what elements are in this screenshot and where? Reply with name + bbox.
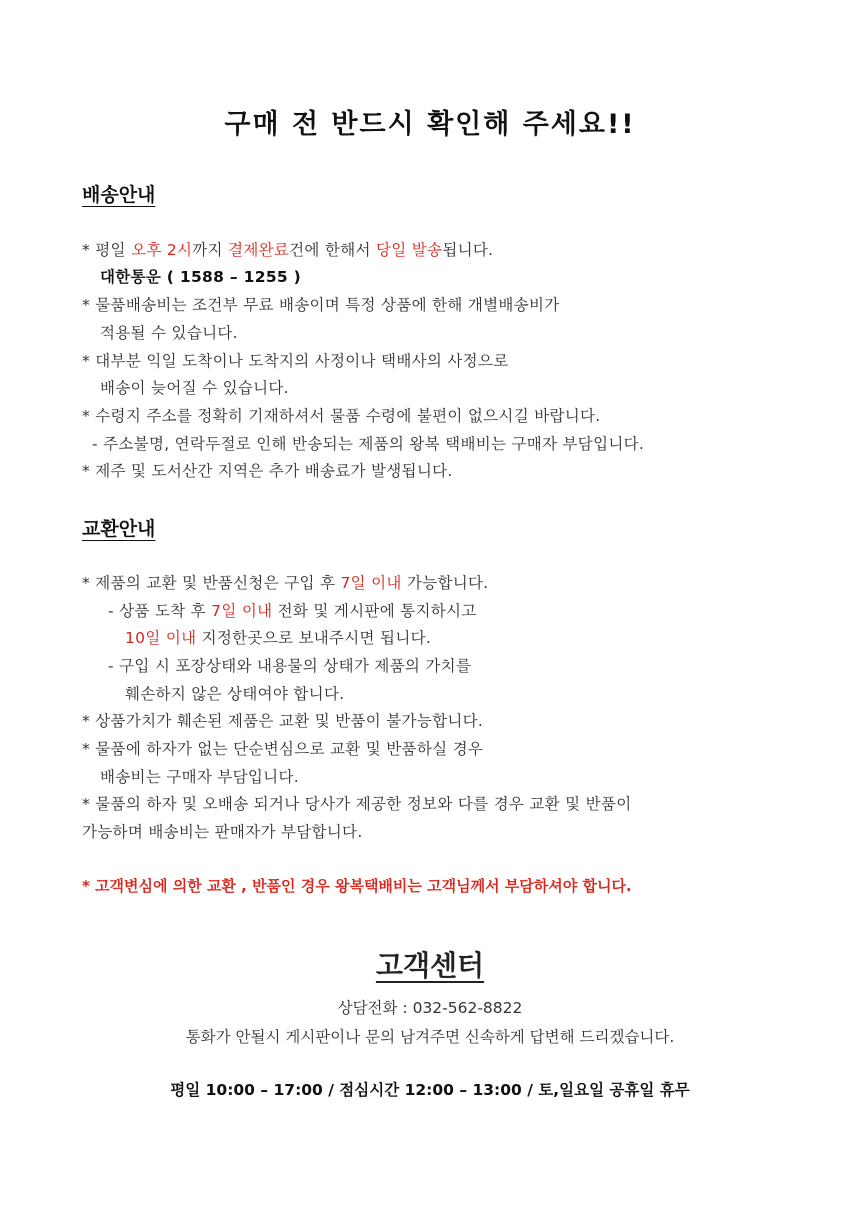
exchange-line-3: [125, 626, 431, 648]
exchange-line-1: [82, 571, 489, 593]
business-hours: 평일 10:00 – 17:00 / 점심시간 12:00 – 13:00 / 토,일요일 공휴일 휴무: [170, 1081, 690, 1099]
text-segment: 까지: [192, 241, 229, 259]
highlight-payment: 결제완료: [228, 241, 290, 259]
shipping-line-1: [82, 238, 493, 260]
highlight-days: 7일 이내: [211, 602, 273, 620]
customer-center-heading: [0, 944, 860, 984]
shipping-line-4: 적용될 수 있습니다.: [100, 324, 238, 342]
exchange-line-7: * 물품에 하자가 없는 단순변심으로 교환 및 반품하실 경우: [82, 740, 484, 758]
shipping-line-5: * 대부분 익일 도착이나 도착지의 사정이나 택배사의 사정으로: [82, 352, 509, 370]
text-segment: 됩니다.: [442, 241, 494, 259]
exchange-line-10: 가능하며 배송비는 판매자가 부담합니다.: [82, 823, 363, 841]
shipping-line-3: * 물품배송비는 조건부 무료 배송이며 특정 상품에 한해 개별배송비가: [82, 296, 560, 314]
customer-center-note: 통화가 안될시 게시판이나 문의 남겨주면 신속하게 답변해 드리겠습니다.: [185, 1028, 675, 1046]
shipping-line-6: 배송이 늦어질 수 있습니다.: [100, 379, 289, 397]
exchange-heading: 교환안내: [82, 518, 156, 540]
shipping-line-8: - 주소불명, 연락두절로 인해 반송되는 제품의 왕복 택배비는 구매자 부담입니다.: [92, 435, 645, 453]
exchange-warning: * 고객변심에 의한 교환 , 반품인 경우 왕복택배비는 고객님께서 부담하셔야 합니다.: [82, 877, 632, 895]
exchange-line-4: - 구입 시 포장상태와 내용물의 상태가 제품의 가치를: [108, 657, 472, 675]
exchange-line-9: * 물품의 하자 및 오배송 되거나 당사가 제공한 정보와 다를 경우 교환 및 반품이: [82, 795, 632, 813]
courier-info: 대한통운 ( 1588 – 1255 ): [100, 268, 302, 286]
text-segment: * 제품의 교환 및 반품신청은 구입 후: [82, 574, 341, 592]
highlight-days: 7일 이내: [340, 574, 402, 592]
highlight-time: 오후 2시: [131, 241, 193, 259]
highlight-sameday: 당일 발송: [375, 241, 443, 259]
text-segment: 지정한곳으로 보내주시면 됩니다.: [196, 629, 432, 647]
page-title: 구매 전 반드시 확인해 주세요!!: [224, 109, 636, 140]
customer-center-title-text: 고객센터: [375, 949, 485, 982]
exchange-line-8: 배송비는 구매자 부담입니다.: [100, 768, 299, 786]
customer-center-phone: 상담전화 : 032-562-8822: [337, 999, 523, 1017]
exchange-line-5: 훼손하지 않은 상태여야 합니다.: [125, 685, 345, 703]
shipping-line-7: * 수령지 주소를 정확히 기재하셔서 물품 수령에 불편이 없으시길 바랍니다.: [82, 407, 601, 425]
text-segment: * 평일: [82, 241, 132, 259]
text-segment: 가능합니다.: [401, 574, 489, 592]
exchange-line-2: [108, 599, 477, 621]
text-segment: 전화 및 게시판에 통지하시고: [272, 602, 477, 620]
shipping-line-9: * 제주 및 도서산간 지역은 추가 배송료가 발생됩니다.: [82, 462, 453, 480]
highlight-days: 10일 이내: [125, 629, 197, 647]
shipping-heading: 배송안내: [82, 184, 156, 206]
text-segment: - 상품 도착 후: [108, 602, 212, 620]
exchange-line-6: * 상품가치가 훼손된 제품은 교환 및 반품이 불가능합니다.: [82, 712, 484, 730]
text-segment: 건에 한해서: [289, 241, 376, 259]
